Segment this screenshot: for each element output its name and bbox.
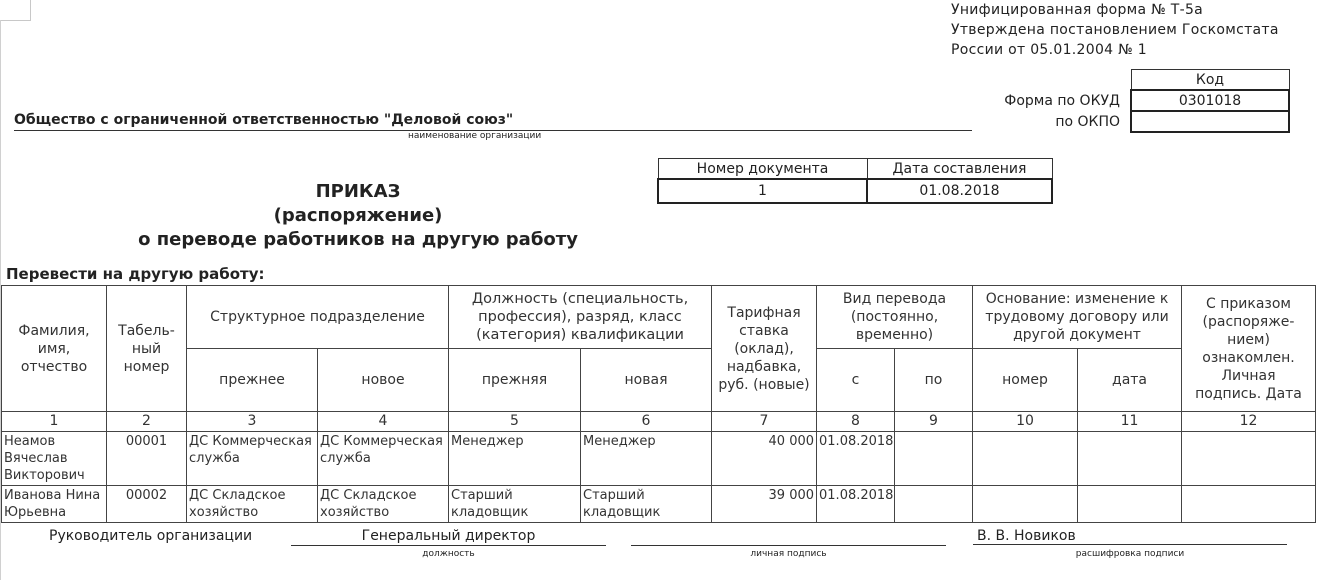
okud-value[interactable]: 0301018 [1131, 90, 1289, 111]
cell-tab-no[interactable]: 00002 [107, 486, 187, 523]
okpo-label: по ОКПО [1055, 113, 1120, 130]
cell-unit-old[interactable]: ДС Складское хозяйство [187, 486, 318, 523]
column-number: 5 [449, 412, 581, 432]
cell-basis-number[interactable] [973, 432, 1078, 486]
cell-unit-old[interactable]: ДС Коммерческая служба [187, 432, 318, 486]
cell-rate[interactable]: 39 000 [712, 486, 817, 523]
header-fio: Фамилия, имя, отчество [2, 286, 107, 412]
signature-field[interactable] [631, 527, 946, 546]
cell-basis-number[interactable] [973, 486, 1078, 523]
cell-rate[interactable]: 40 000 [712, 432, 817, 486]
cell-position-new[interactable]: Менеджер [581, 432, 712, 486]
cell-date-from[interactable]: 01.08.2018 [817, 486, 895, 523]
cell-ack[interactable] [1182, 486, 1316, 523]
cell-date-to[interactable] [895, 432, 973, 486]
transfer-table [1, 285, 1316, 523]
codes-spacer [1000, 70, 1131, 91]
transfer-label: Перевести на другую работу: [6, 265, 265, 283]
header-kind-from: с [817, 349, 895, 412]
header-position: Должность (специальность, профессия), разряд, класс (категория) квалификации [449, 286, 712, 349]
order-title-line2: (распоряжение) [273, 205, 443, 226]
code-header: Код [1131, 70, 1289, 91]
order-title-line3: о переводе работников на другую работу [138, 229, 578, 250]
column-number: 8 [817, 412, 895, 432]
codes-table [1000, 69, 1290, 133]
okud-label: Форма по ОКУД [1004, 92, 1120, 109]
cell-position-new[interactable]: Старший кладовщик [581, 486, 712, 523]
name-caption: расшифровка подписи [1075, 549, 1185, 559]
doc-number-value[interactable]: 1 [658, 179, 867, 203]
table-row [2, 432, 1316, 486]
cell-position-old[interactable]: Менеджер [449, 432, 581, 486]
header-ack: С приказом (распоряже-нием) ознакомлен. Личная подпись. Дата [1182, 286, 1316, 412]
header-basis-number: номер [973, 349, 1078, 412]
name-field[interactable]: В. В. Новиков [973, 527, 1287, 545]
order-title-line1: ПРИКАЗ [315, 181, 401, 202]
column-number: 6 [581, 412, 712, 432]
cell-date-to[interactable] [895, 486, 973, 523]
header-tab-no: Табель-ный номер [107, 286, 187, 412]
column-number: 11 [1078, 412, 1182, 432]
approval-line-1: Утверждена постановлением Госкомстата [951, 22, 1279, 38]
form-title: Унифицированная форма № Т-5а [951, 2, 1204, 18]
header-basis: Основание: изменение к трудовому договору или другой документ [973, 286, 1182, 349]
cell-unit-new[interactable]: ДС Коммерческая служба [318, 432, 449, 486]
header-unit: Структурное подразделение [187, 286, 449, 349]
head-label: Руководитель организации [49, 528, 253, 544]
column-number: 12 [1182, 412, 1316, 432]
header-rate: Тарифная ставка (оклад), надбавка, руб. (новые) [712, 286, 817, 412]
cell-fio[interactable]: Иванова Нина Юрьевна [2, 486, 107, 523]
header-unit-new: новое [318, 349, 449, 412]
cell-basis-date[interactable] [1078, 486, 1182, 523]
header-kind: Вид перевода (постоянно, временно) [817, 286, 973, 349]
okpo-value[interactable] [1131, 111, 1289, 132]
doc-date-header: Дата составления [867, 159, 1052, 180]
header-kind-to: по [895, 349, 973, 412]
column-number: 4 [318, 412, 449, 432]
doc-number-header: Номер документа [658, 159, 867, 180]
header-basis-date: дата [1078, 349, 1182, 412]
corner-frame [0, 0, 31, 21]
column-number: 1 [2, 412, 107, 432]
cell-fio[interactable]: Неамов Вячеслав Викторович [2, 432, 107, 486]
organization-caption: наименование организации [408, 131, 542, 141]
document-info-table [657, 158, 1053, 204]
column-number: 2 [107, 412, 187, 432]
header-position-new: новая [581, 349, 712, 412]
signature-caption: личная подпись [750, 549, 827, 559]
organization-name[interactable]: Общество с ограниченной ответственностью "Деловой союз" [14, 110, 972, 131]
column-number: 9 [895, 412, 973, 432]
cell-unit-new[interactable]: ДС Складское хозяйство [318, 486, 449, 523]
cell-date-from[interactable]: 01.08.2018 [817, 432, 895, 486]
approval-line-2: России от 05.01.2004 № 1 [951, 42, 1147, 58]
table-row [2, 486, 1316, 523]
column-number: 3 [187, 412, 318, 432]
position-field[interactable]: Генеральный директор [291, 527, 606, 546]
order-title [126, 180, 590, 252]
column-number: 7 [712, 412, 817, 432]
cell-position-old[interactable]: Старший кладовщик [449, 486, 581, 523]
doc-date-value[interactable]: 01.08.2018 [867, 179, 1052, 203]
cell-tab-no[interactable]: 00001 [107, 432, 187, 486]
column-number: 10 [973, 412, 1078, 432]
cell-basis-date[interactable] [1078, 432, 1182, 486]
header-position-old: прежняя [449, 349, 581, 412]
position-caption: должность [422, 549, 475, 559]
header-unit-old: прежнее [187, 349, 318, 412]
cell-ack[interactable] [1182, 432, 1316, 486]
